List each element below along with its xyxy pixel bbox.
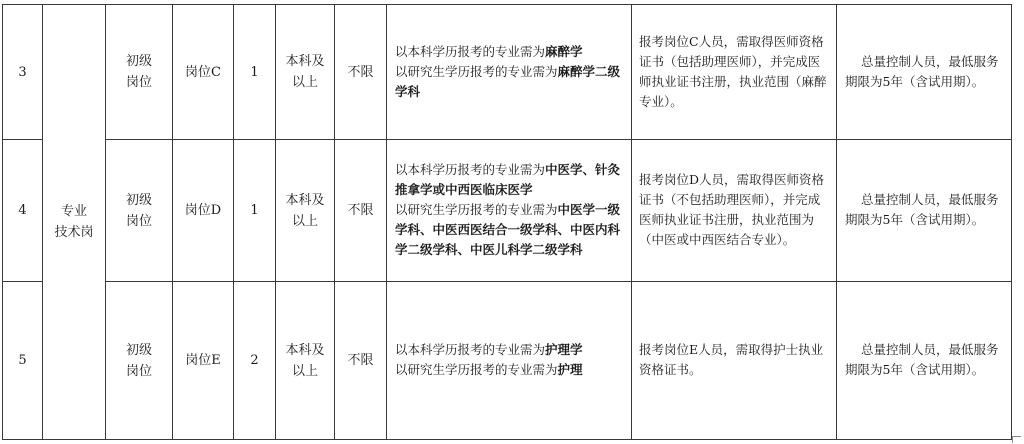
other-cell (335, 282, 387, 440)
education-requirement: 本科及 以上 (285, 342, 325, 379)
remarks: 总量控制人员，最低服务期限为5年（含试用期）。 (845, 192, 999, 227)
major-requirement (387, 160, 631, 260)
other-requirement: 不限 (347, 64, 374, 80)
category-cell (43, 5, 106, 440)
post-cell (173, 5, 234, 140)
row-number-cell (3, 282, 43, 440)
major-text: 以研究生学历报考的专业需为 (395, 202, 558, 217)
education-cell (276, 5, 335, 140)
qualification-cell (632, 5, 837, 140)
row-number: 5 (18, 353, 27, 368)
qualification-requirement: 报考岗位C人员，需取得医师资格证书（包括助理医师），并完成医师执业证书注册，执业范围（麻醉专业）。 (639, 33, 827, 109)
job-level: 初级 岗位 (125, 192, 152, 229)
major-highlight: 护理学 (545, 342, 583, 357)
major-highlight: 中医学、针灸推拿学或中西医临床医学 (395, 162, 621, 197)
qualification-requirement: 报考岗位E人员，需取得护士执业资格证书。 (639, 342, 824, 377)
other-cell (335, 140, 387, 282)
major-highlight: 中医学一级学科、中医西医结合一级学科、中医内科学二级学科、中医儿科学二级学科 (395, 202, 621, 257)
post-name: 岗位D (184, 203, 222, 218)
education-cell (276, 140, 335, 282)
remarks: 总量控制人员，最低服务期限为5年（含试用期）。 (845, 53, 999, 89)
major-cell (387, 5, 632, 140)
row-number-cell (3, 140, 43, 282)
page-corner-mark (1012, 436, 1021, 443)
other-requirement: 不限 (347, 203, 374, 218)
job-level: 初级 岗位 (125, 54, 152, 90)
note-cell (837, 5, 1012, 140)
post-name: 岗位E (185, 353, 221, 368)
major-text: 以研究生学历报考的专业需为 (395, 63, 558, 79)
major-highlight: 护理 (557, 362, 583, 377)
other-cell (335, 5, 387, 140)
education-requirement: 本科及 以上 (285, 192, 325, 229)
qualification-requirement: 报考岗位D人员，需取得医师资格证书（不包括助理医师），并完成医师执业证书注册，执业范围为（中医或中西医结合专业）。 (639, 172, 825, 247)
major-text: 以本科学历报考的专业需为 (395, 342, 546, 357)
row-number-cell (3, 5, 43, 140)
education-cell (276, 282, 335, 440)
count-cell (234, 5, 276, 140)
qualification-cell (632, 282, 837, 440)
level-cell (106, 5, 173, 140)
post-count: 2 (250, 353, 259, 368)
post-name: 岗位C (185, 64, 221, 80)
post-count: 1 (250, 203, 259, 218)
job-level: 初级 岗位 (125, 342, 152, 379)
qualification-cell (632, 140, 837, 282)
table-row (3, 282, 1012, 440)
post-cell (173, 140, 234, 282)
post-count: 1 (250, 64, 259, 80)
major-text: 以本科学历报考的专业需为 (395, 162, 546, 177)
recruitment-table (2, 4, 1012, 440)
major-text: 以本科学历报考的专业需为 (395, 43, 546, 59)
count-cell (234, 282, 276, 440)
level-cell (106, 140, 173, 282)
job-category: 专业 技术岗 (54, 204, 94, 240)
note-cell (837, 282, 1012, 440)
major-text: 以研究生学历报考的专业需为 (395, 362, 558, 377)
education-requirement: 本科及 以上 (285, 54, 325, 90)
row-number: 4 (18, 203, 27, 218)
count-cell (234, 140, 276, 282)
table-row (3, 140, 1012, 282)
major-highlight: 麻醉学二级学科 (395, 63, 621, 99)
post-cell (173, 282, 234, 440)
table-row (3, 5, 1012, 140)
other-requirement: 不限 (347, 353, 374, 368)
note-cell (837, 140, 1012, 282)
remarks: 总量控制人员，最低服务期限为5年（含试用期）。 (845, 342, 999, 377)
major-cell (387, 282, 632, 440)
major-cell (387, 140, 632, 282)
major-highlight: 麻醉学 (545, 43, 583, 59)
level-cell (106, 282, 173, 440)
major-requirement (387, 42, 631, 102)
major-requirement (387, 340, 591, 380)
row-number: 3 (18, 64, 27, 80)
